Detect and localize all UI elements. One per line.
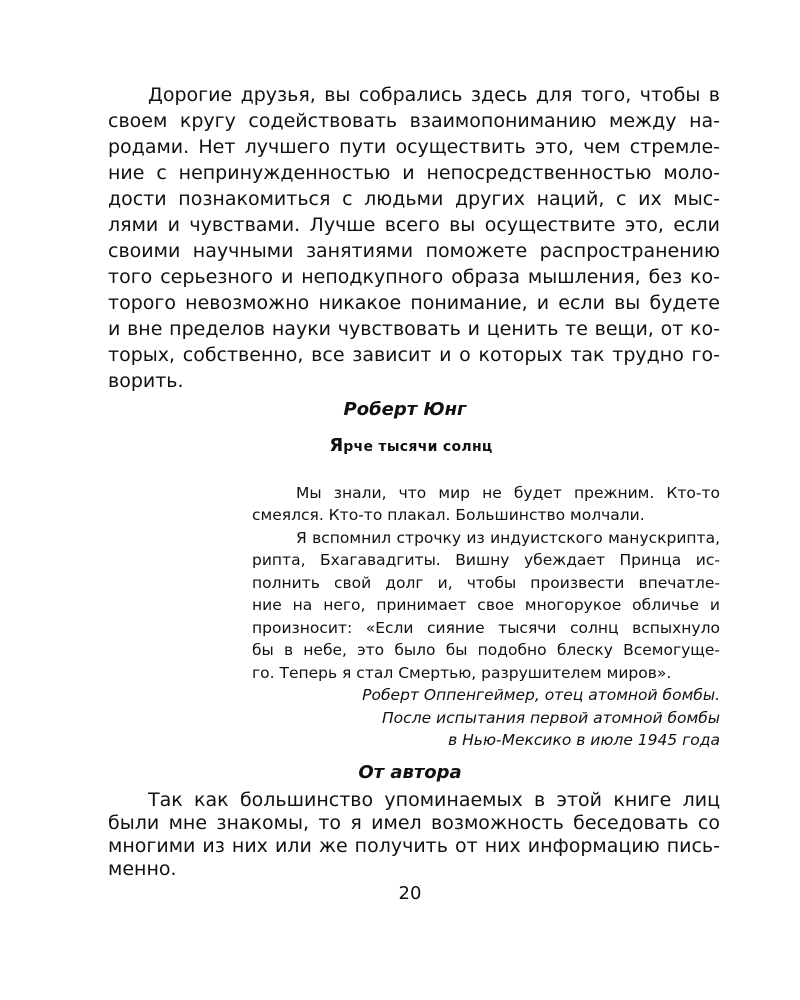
epigraph-line: го. Теперь я стал Смертью, разрушителем миров». bbox=[252, 664, 672, 682]
chapter-title-initial: Я bbox=[329, 435, 344, 456]
epigraph-attribution-line: Роберт Оппенгеймер, отец атомной бомбы. bbox=[362, 686, 720, 704]
epigraph-line: бы в небе, это было бы подобно блеску Всемогуще- bbox=[252, 641, 720, 659]
epigraph-line: Мы знали, что мир не будет прежним. Кто-то bbox=[296, 484, 720, 502]
intro-line: своем кругу содействовать взаимопониманию между на- bbox=[108, 110, 720, 132]
intro-line: Дорогие друзья, вы собрались здесь для того, чтобы в bbox=[148, 84, 720, 106]
intro-line: ние с непринужденностью и непосредственностью моло- bbox=[108, 162, 720, 184]
section-line: были мне знакомы, то я имел возможность беседовать со bbox=[108, 812, 720, 834]
epigraph-line: смеялся. Кто-то плакал. Большинство молчали. bbox=[252, 506, 645, 524]
section-title: От автора bbox=[358, 762, 462, 783]
epigraph-line: Я вспомнил строчку из индуистского манускрипта, bbox=[296, 529, 720, 547]
epigraph-attribution-line: в Нью-Мексико в июле 1945 года bbox=[448, 731, 720, 749]
intro-line: своими научными занятиями поможете распространению bbox=[108, 240, 720, 262]
epigraph-line: ние на него, принимает свое многорукое обличье и bbox=[252, 596, 720, 614]
chapter-title-rest: рче тысячи солнц bbox=[343, 439, 493, 455]
page-number: 20 bbox=[398, 883, 422, 904]
intro-line: торого невозможно никакое понимание, и если вы будете bbox=[108, 292, 720, 314]
intro-line: и вне пределов науки чувствовать и ценить те вещи, от ко- bbox=[108, 318, 720, 340]
epigraph-attribution-line: После испытания первой атомной бомбы bbox=[382, 709, 720, 727]
intro-line: дости познакомиться с людьми других наций, с их мыс- bbox=[108, 188, 720, 210]
epigraph-line: полнить свой долг и, чтобы произвести впечатле- bbox=[252, 574, 720, 592]
intro-line: того серьезного и неподкупного образа мышления, без ко- bbox=[108, 266, 720, 288]
intro-line: торых, собственно, все зависит и о которых так трудно го- bbox=[108, 344, 720, 366]
section-line: многими из них или же получить от них информацию пись- bbox=[108, 835, 720, 857]
epigraph-line: произносит: «Если сияние тысячи солнц вспыхнуло bbox=[252, 619, 720, 637]
chapter-title bbox=[0, 434, 800, 459]
intro-line: родами. Нет лучшего пути осуществить это, чем стремле- bbox=[108, 136, 720, 158]
chapter-author: Роберт Юнг bbox=[343, 399, 467, 420]
epigraph-line: рипта, Бхагавадгиты. Вишну убеждает Принца ис- bbox=[252, 551, 720, 569]
intro-line: ворить. bbox=[108, 370, 184, 392]
intro-line: лями и чувствами. Лучше всего вы осуществите это, если bbox=[108, 214, 720, 236]
section-line: Так как большинство упоминаемых в этой книге лиц bbox=[148, 789, 720, 811]
section-line: менно. bbox=[108, 858, 177, 880]
